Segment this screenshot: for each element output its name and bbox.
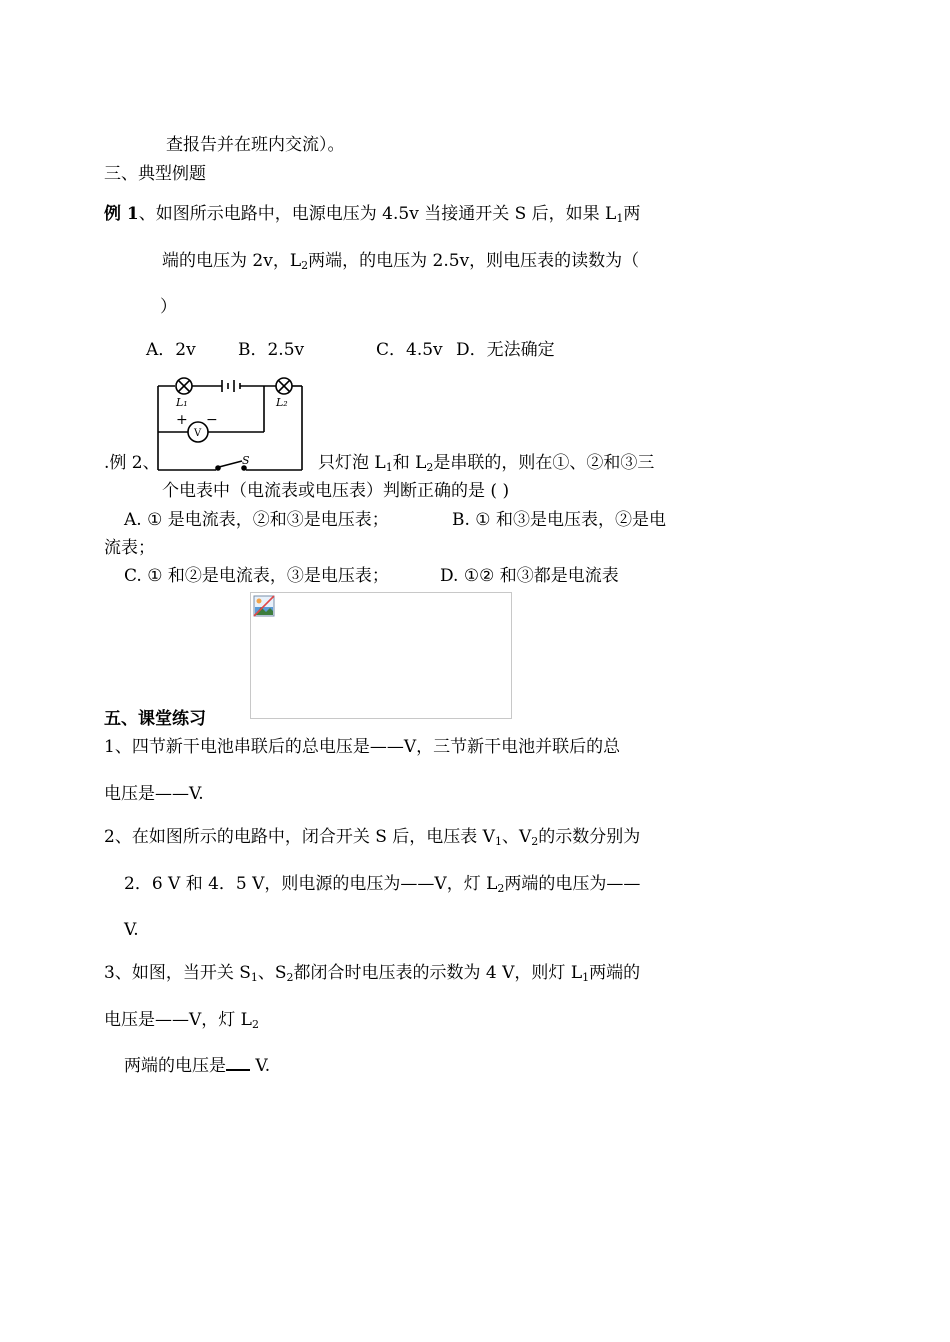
text-run: 两端的电压是 <box>124 1056 226 1076</box>
example-1-option-d: D．无法确定 <box>456 340 555 360</box>
example-2-option-b-wrap: 流表； <box>104 538 155 558</box>
subscript: 1 <box>494 835 502 848</box>
example-1-line-3: ） <box>160 297 177 317</box>
text-run: 端的电压为 2v，L <box>162 251 302 271</box>
text-run: 、V <box>501 827 532 847</box>
text-run: 电压是——V，灯 L <box>104 1010 252 1030</box>
broken-image-icon <box>253 595 275 617</box>
voltmeter-label: V <box>194 428 202 439</box>
question-3-line-1 <box>104 965 640 982</box>
question-2-line-2 <box>124 876 640 893</box>
text-run: 都闭合时电压表的示数为 4 V，则灯 L <box>293 963 583 983</box>
subscript: 2 <box>426 461 434 474</box>
subscript: 1 <box>582 971 590 984</box>
text-run: 2．6 V 和 4．5 V，则电源的电压为——V，灯 L <box>124 874 498 894</box>
text-run: 和 L <box>392 453 427 473</box>
subscript: 2 <box>531 835 539 848</box>
example-1-label: 例 1 <box>104 204 139 224</box>
question-2-line-1 <box>104 829 640 846</box>
subscript: 2 <box>497 882 505 895</box>
lamp-l2-label: L₂ <box>276 396 288 409</box>
answer-blank <box>226 1055 250 1071</box>
example-1-option-b: B．2.5v <box>238 340 305 360</box>
example-1-line-2 <box>162 253 639 270</box>
text-run: 是串联的，则在①、②和③三 <box>433 453 655 473</box>
subscript: 2 <box>286 971 294 984</box>
plus-label: + <box>176 412 188 428</box>
text-run: 、S <box>257 963 287 983</box>
intro-tail-line: 查报告并在班内交流）。 <box>166 135 345 155</box>
text-run: 两端，的电压为 2.5v，则电压表的读数为（ <box>308 251 640 271</box>
question-3-line-3 <box>124 1055 270 1075</box>
example-2-label: .例 2、 <box>104 453 160 473</box>
example-1-option-c: C．4.5v <box>376 340 443 360</box>
subscript: 2 <box>251 1018 259 1031</box>
subscript: 2 <box>301 259 309 272</box>
question-2-line-3: V. <box>124 920 139 940</box>
section-3-heading: 三、典型例题 <box>104 164 206 184</box>
question-3-line-2 <box>104 1012 259 1029</box>
text-run: 3、如图，当开关 S <box>104 963 251 983</box>
broken-image-placeholder <box>250 592 512 719</box>
subscript: 1 <box>385 461 393 474</box>
text-run: 的示数分别为 <box>538 827 641 847</box>
example-1-line-1 <box>104 206 640 223</box>
example-1-text: 、如图所示电路中，电源电压为 4.5v 当接通开关 S 后，如果 L <box>138 204 617 224</box>
example-2-option-c: C. ① 和②是电流表，③是电压表； <box>124 566 389 586</box>
subscript: 1 <box>250 971 258 984</box>
example-1-text-tail: 两 <box>623 204 641 224</box>
text-run: 2、在如图所示的电路中，闭合开关 S 后，电压表 V <box>104 827 495 847</box>
text-run: V. <box>255 1056 271 1076</box>
question-1-line-1: 1、四节新干电池串联后的总电压是——V，三节新干电池并联后的总 <box>104 737 621 757</box>
section-5-heading: 五、课堂练习 <box>104 709 206 729</box>
subscript: 1 <box>616 212 624 225</box>
example-2-option-d: D. ①② 和③都是电流表 <box>440 566 619 586</box>
text-run: 两端的电压为—— <box>504 874 641 894</box>
example-2-line-2: 个电表中（电流表或电压表）判断正确的是 ( ) <box>162 481 510 501</box>
text-run: 两端的 <box>589 963 641 983</box>
example-1-option-a: A．2v <box>146 340 196 360</box>
text-run: 只灯泡 L <box>318 453 386 473</box>
example-2-option-a: A. ① 是电流表，②和③是电压表； <box>124 510 389 530</box>
minus-label: − <box>206 412 218 428</box>
switch-label: S <box>242 454 250 467</box>
question-1-line-2: 电压是——V. <box>104 784 204 804</box>
lamp-l1-label: L₁ <box>176 396 188 409</box>
circuit-diagram <box>156 376 308 473</box>
example-2-option-b: B. ① 和③是电压表，②是电 <box>452 510 666 530</box>
example-2-line-1 <box>318 455 654 472</box>
